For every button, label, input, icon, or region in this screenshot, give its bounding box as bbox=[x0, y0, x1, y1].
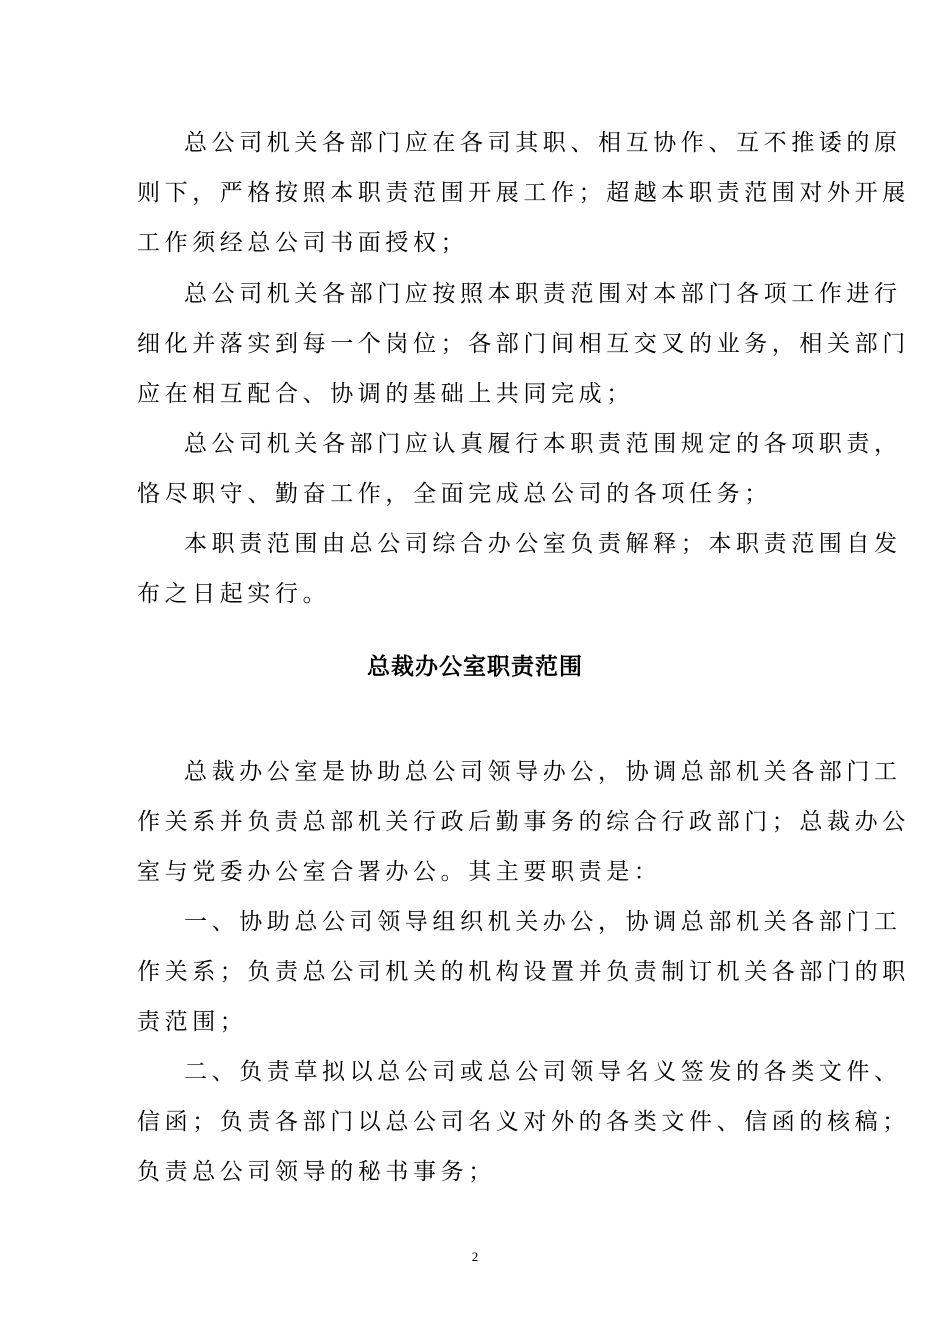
paragraph-line: 室与党委办公室合署办公。其主要职责是： bbox=[137, 859, 662, 885]
paragraph-line: 细化并落实到每一个岗位；各部门间相互交叉的业务，相关部门 bbox=[137, 331, 910, 357]
paragraph-line: 则下，严格按照本职责范围开展工作；超越本职责范围对外开展 bbox=[137, 180, 910, 206]
paragraph-line: 总裁办公室是协助总公司领导办公，协调总部机关各部门工 bbox=[184, 759, 902, 785]
paragraph-line: 总公司机关各部门应认真履行本职责范围规定的各项职责， bbox=[184, 431, 902, 457]
paragraph-line: 总公司机关各部门应在各司其职、相互协作、互不推诿的原 bbox=[184, 130, 902, 156]
paragraph-line: 工作须经总公司书面授权； bbox=[137, 230, 469, 256]
section-heading: 总裁办公室职责范围 bbox=[367, 654, 583, 680]
paragraph-line: 负责总公司领导的秘书事务； bbox=[137, 1159, 496, 1185]
paragraph-line: 一、协助总公司领导组织机关办公，协调总部机关各部门工 bbox=[184, 909, 902, 935]
paragraph-line: 信函；负责各部门以总公司名义对外的各类文件、信函的核稿； bbox=[137, 1109, 910, 1135]
paragraph-line: 作关系；负责总公司机关的机构设置并负责制订机关各部门的职 bbox=[137, 959, 910, 985]
paragraph-line: 二、负责草拟以总公司或总公司领导名义签发的各类文件、 bbox=[184, 1059, 902, 1085]
paragraph-line: 本职责范围由总公司综合办公室负责解释；本职责范围自发 bbox=[184, 531, 902, 557]
paragraph-line: 应在相互配合、协调的基础上共同完成； bbox=[137, 381, 634, 407]
paragraph-line: 作关系并负责总部机关行政后勤事务的综合行政部门；总裁办公 bbox=[137, 809, 910, 835]
paragraph-line: 总公司机关各部门应按照本职责范围对本部门各项工作进行 bbox=[184, 281, 902, 307]
paragraph-line: 责范围； bbox=[137, 1009, 248, 1035]
paragraph-line: 布之日起实行。 bbox=[137, 581, 331, 607]
page-number: 2 bbox=[471, 1249, 479, 1264]
paragraph-line: 恪尽职守、勤奋工作，全面完成总公司的各项任务； bbox=[137, 481, 772, 507]
